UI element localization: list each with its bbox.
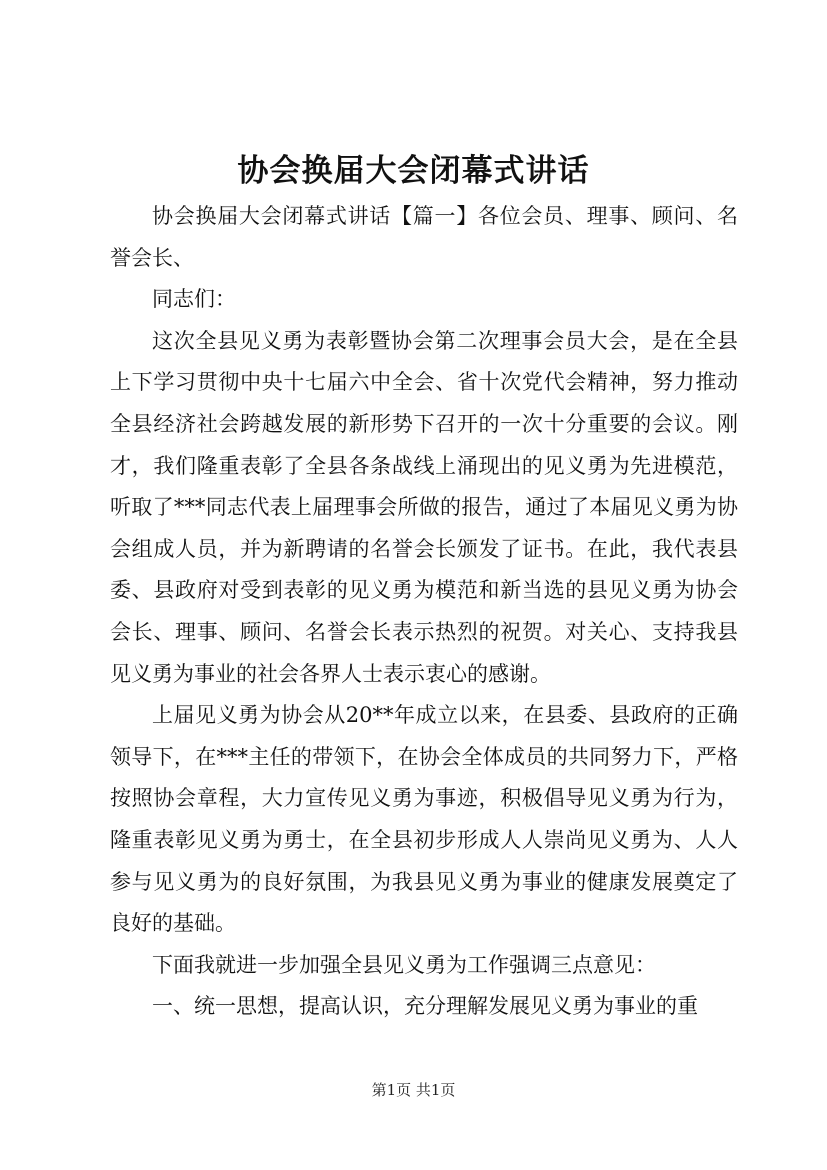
document-title: 协会换届大会闭幕式讲话 [237,153,590,189]
paragraph: 这次全县见义勇为表彰暨协会第二次理事会员大会，是在全县上下学习贯彻中央十七届六中全会、省十次党代会精神，努力推动全县经济社会跨越发展的新形势下召开的一次十分重要的会议。刚才，我们隆重表彰了全县各条战线上涌现出的见义勇为先进模范，听取了***同志代表上届理事会所做的报告，通过了本届见义勇为协会组成人员，并为新聘请的名誉会长颁发了证书。在此，我代表县委、县政府对受到表彰的见义勇为模范和新当选的县见义勇为协会会长、理事、顾问、名誉会长表示热烈的祝贺。对关心、支持我县见义勇为事业的社会各界人士表示衷心的感谢。 [110,328,738,686]
paragraph: 下面我就进一步加强全县见义勇为工作强调三点意见： [152,952,656,977]
paragraph: 协会换届大会闭幕式讲话【篇一】各位会员、理事、顾问、名誉会长、 [110,204,738,270]
page-footer: 第1页 共1页 [371,1081,456,1099]
paragraph: 一、统一思想，提高认识，充分理解发展见义勇为事业的重 [152,994,698,1019]
paragraph: 同志们： [152,287,236,312]
paragraph: 上届见义勇为协会从20**年成立以来，在县委、县政府的正确领导下，在***主任的带领下，在协会全体成员的共同努力下，严格按照协会章程，大力宣传见义勇为事迹，积极倡导见义勇为行为，隆重表彰见义勇为勇士，在全县初步形成人人崇尚见义勇为、人人参与见义勇为的良好氛围，为我县见义勇为事业的健康发展奠定了良好的基础。 [110,703,738,936]
document-body [110,196,738,1028]
